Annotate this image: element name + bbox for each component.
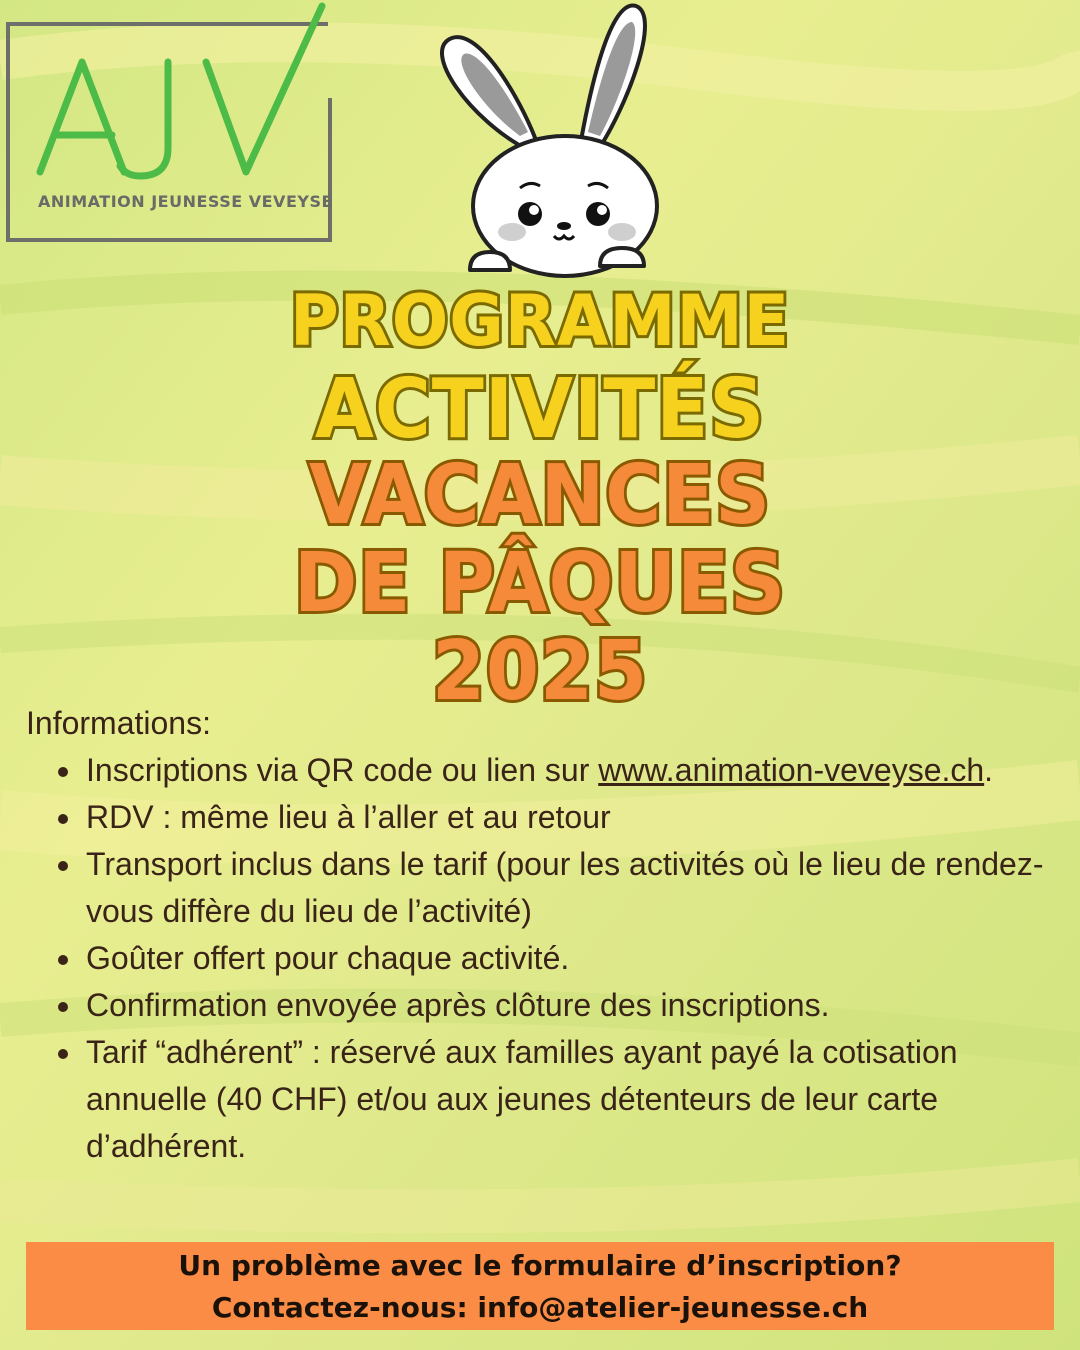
- list-item-registration: • Inscriptions via QR code ou lien sur www.animation-veveyse.ch.: [84, 747, 1056, 794]
- information-heading: Informations:: [26, 705, 211, 741]
- contact-email-line[interactable]: Contactez-nous: info@atelier-jeunesse.ch: [211, 1291, 869, 1324]
- information-list: [26, 747, 1056, 1170]
- list-item-confirmation: • Confirmation envoyée après clôture des inscriptions.: [84, 982, 1056, 1029]
- title-year: 2025: [432, 624, 648, 719]
- information-section: [26, 700, 1056, 1170]
- title-de-paques: DE PÂQUES: [294, 536, 786, 631]
- ajv-logo-mark: [0, 0, 330, 250]
- title-activites: ACTIVITÉS: [314, 362, 766, 457]
- website-link[interactable]: www.animation-veveyse.ch: [598, 752, 985, 788]
- list-item-member-rate: • Tarif “adhérent” : réservé aux familles ayant payé la cotisation annuelle (40 CHF) et/ou aux jeunes détenteurs de leur carte d’adhérent.: [84, 1029, 1056, 1170]
- contact-banner: [26, 1242, 1054, 1330]
- list-item-meeting-point: • RDV : même lieu à l’aller et au retour: [84, 794, 1056, 841]
- title-programme: PROGRAMME: [289, 280, 791, 362]
- title-vacances: VACANCES: [308, 448, 772, 543]
- list-item-transport: • Transport inclus dans le tarif (pour les activités où le lieu de rendez-vous diffère du lieu de l’activité): [84, 841, 1056, 935]
- logo-subtitle: ANIMATION JEUNESSE VEVEYSE: [38, 192, 333, 211]
- contact-problem-line: Un problème avec le formulaire d’inscription?: [178, 1249, 902, 1282]
- bunny-illustration: [430, 0, 670, 290]
- list-item-snack: • Goûter offert pour chaque activité.: [84, 935, 1056, 982]
